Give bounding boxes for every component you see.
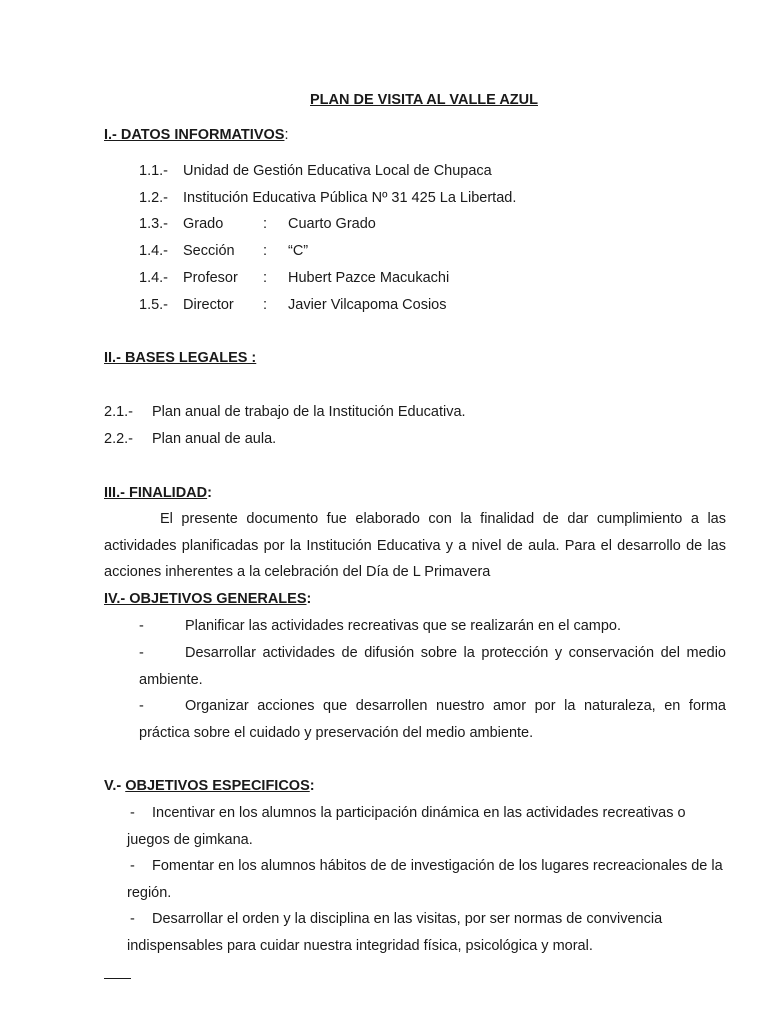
section-4-heading-colon: : xyxy=(306,591,312,607)
section-2-item-2 xyxy=(104,431,276,447)
section-1-heading: I.- DATOS INFORMATIVOS xyxy=(104,127,285,143)
footnote-rule xyxy=(104,978,131,979)
item-number: 1.2.- xyxy=(139,190,169,206)
paragraph-text: El presente documento fue elaborado con la finalidad de dar cumplimiento a las actividades planificadas por la Institución Educativa y a nivel de aula. Para el desarrollo de las acciones inherentes a la celebración del Día de L Primavera xyxy=(104,511,726,581)
section-5-heading-colon: : xyxy=(309,778,315,794)
section-3-heading-colon: : xyxy=(207,485,212,501)
item-number: 1.3.- xyxy=(139,216,169,232)
bullet-dash: - xyxy=(130,858,135,874)
item-colon: : xyxy=(263,243,268,259)
item-label: Grado xyxy=(183,216,224,232)
section-1-item-6 xyxy=(139,297,447,313)
section-4-heading: IV.- OBJETIVOS GENERALES xyxy=(104,591,307,607)
section-5-heading-line xyxy=(104,778,315,794)
item-colon: : xyxy=(263,297,268,313)
section-2-heading: II.- BASES LEGALES : xyxy=(104,350,257,366)
section-1-item-5 xyxy=(139,270,449,286)
section-1-item-1 xyxy=(139,163,492,179)
section-5-item-1 xyxy=(127,800,726,853)
item-text: Fomentar en los alumnos hábitos de de investigación de los lugares recreacionales de la región. xyxy=(127,858,723,901)
section-4-item-2 xyxy=(139,640,726,693)
bullet-dash: - xyxy=(139,618,144,634)
section-5-item-3 xyxy=(127,906,726,959)
section-3-heading: FINALIDAD xyxy=(128,485,208,501)
item-colon: : xyxy=(263,270,268,286)
item-label: Profesor xyxy=(183,270,238,286)
section-5-heading-number: V.- xyxy=(104,778,126,794)
section-2-item-1 xyxy=(104,404,466,420)
item-number: 1.4.- xyxy=(139,270,169,286)
item-number: 1.4.- xyxy=(139,243,169,259)
item-number: 2.1.- xyxy=(104,404,134,420)
item-text: Organizar acciones que desarrollen nuestro amor por la naturaleza, en forma práctica sobre el cuidado y preservación del medio ambiente. xyxy=(139,698,726,741)
section-1-item-4 xyxy=(139,243,308,259)
section-4-item-1 xyxy=(139,613,726,640)
item-text: Incentivar en los alumnos la participación dinámica en las actividades recreativas o juegos de gimkana. xyxy=(127,805,686,848)
item-text: Desarrollar actividades de difusión sobre la protección y conservación del medio ambiente. xyxy=(139,645,726,688)
item-value: Javier Vilcapoma Cosios xyxy=(288,297,447,313)
section-3-heading-line xyxy=(104,485,212,501)
item-label: Sección xyxy=(183,243,235,259)
section-3-heading-number: III.- xyxy=(104,485,129,501)
section-1-heading-line xyxy=(104,127,288,143)
document-title: PLAN DE VISITA AL VALLE AZUL xyxy=(310,92,538,108)
item-label: Director xyxy=(183,297,234,313)
item-text: Plan anual de trabajo de la Institución Educativa. xyxy=(152,404,466,420)
section-1-item-3 xyxy=(139,216,376,232)
section-5-item-2 xyxy=(127,853,726,906)
item-text: Planificar las actividades recreativas que se realizarán en el campo. xyxy=(185,618,622,634)
item-text: Desarrollar el orden y la disciplina en las visitas, por ser normas de convivencia indispensables para cuidar nuestra integridad física, psicológica y moral. xyxy=(127,911,663,954)
bullet-dash: - xyxy=(130,911,135,927)
item-number: 1.1.- xyxy=(139,163,169,179)
item-value: Hubert Pazce Macukachi xyxy=(288,270,450,286)
item-value: “C” xyxy=(288,243,309,259)
bullet-dash: - xyxy=(130,805,135,821)
item-text: Unidad de Gestión Educativa Local de Chupaca xyxy=(183,163,492,179)
item-text: Plan anual de aula. xyxy=(152,431,277,447)
item-colon: : xyxy=(263,216,268,232)
section-1-item-2 xyxy=(139,190,516,206)
item-number: 1.5.- xyxy=(139,297,169,313)
bullet-dash: - xyxy=(139,645,144,661)
item-value: Cuarto Grado xyxy=(288,216,376,232)
section-4-heading-line xyxy=(104,591,311,607)
item-text: Institución Educativa Pública Nº 31 425 La Libertad. xyxy=(183,190,517,206)
bullet-dash: - xyxy=(139,698,144,714)
section-3-paragraph xyxy=(104,506,726,586)
item-number: 2.2.- xyxy=(104,431,134,447)
section-5-heading: OBJETIVOS ESPECIFICOS xyxy=(125,778,310,794)
section-4-item-3 xyxy=(139,693,726,746)
section-1-heading-colon: : xyxy=(284,127,289,143)
